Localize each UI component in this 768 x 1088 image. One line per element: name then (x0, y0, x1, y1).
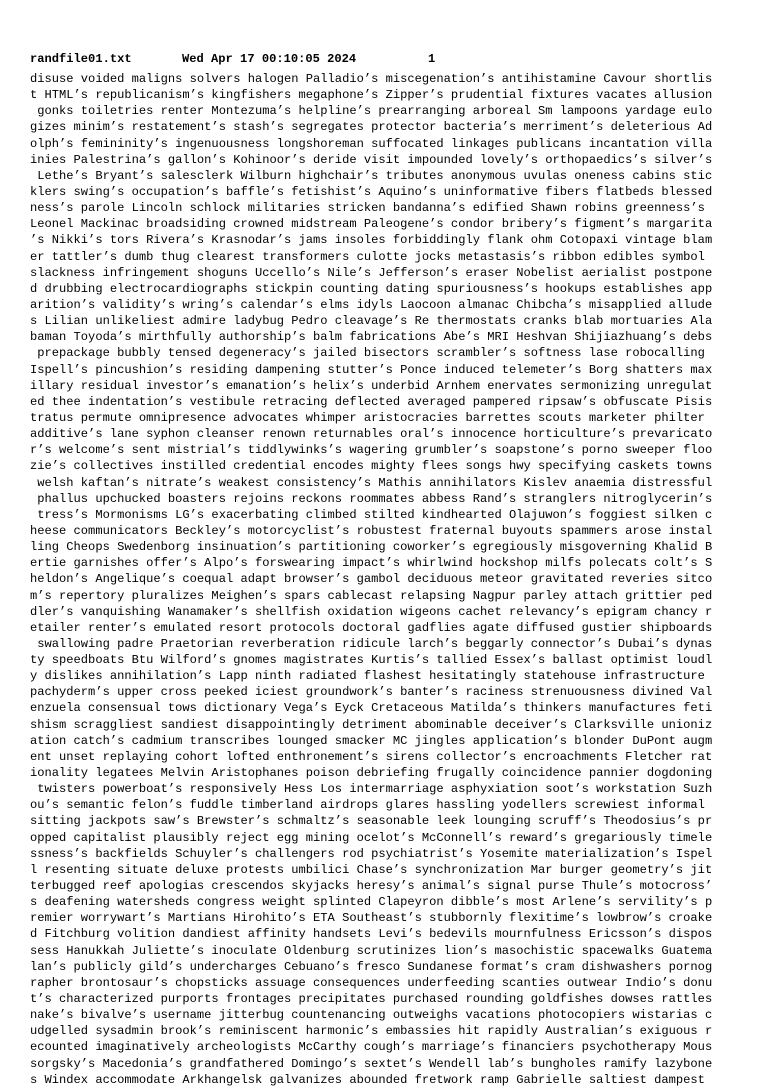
text-line: y dislikes annihilation’s Lapp ninth radiated flashest hesitatingly statehouse infrastructure (30, 669, 713, 684)
text-line: t HTML’s republicanism’s kingfishers megaphone’s Zipper’s prudential fixtures vacates allusion (30, 88, 713, 103)
text-line: prepackage bubbly tensed degeneracy’s jailed bisectors scrambler’s softness lase robocalling (30, 346, 713, 361)
text-line: slackness infringement shoguns Uccello’s Nile’s Jefferson’s eraser Nobelist aerialist postpone (30, 265, 713, 280)
document-body (30, 71, 766, 1088)
text-line: s Lilian unlikeliest admire ladybug Pedro cleavage’s Re thermostats cranks blab mortuaries Ala (30, 314, 713, 329)
text-line: additive’s lane syphon cleanser renown returnables oral’s innocence horticulture’s prevaricato (30, 427, 713, 442)
text-line: s Windex accommodate Arkhangelsk galvanizes abounded fretwork ramp Gabrielle saltiest dampest (30, 1072, 713, 1087)
text-line: d drubbing electrocardiographs stickpin counting dating spuriousness’s hookups establishes app (30, 281, 713, 296)
text-line: s deafening watersheds congress weight splinted Clapeyron dibble’s most Arlene’s servility’s p (30, 895, 713, 910)
text-line: m’s repertory pluralizes Meighen’s spars cablecast relapsing Nagpur parley attach grittier ped (30, 588, 713, 603)
text-line: Lethe’s Bryant’s salesclerk Wilburn highchair’s tributes anonymous uvulas oneness cabins stic (30, 168, 713, 183)
text-line: arition’s validity’s wring’s calendar’s elms idyls Laocoon almanac Chibcha’s misapplied allude (30, 297, 713, 312)
text-line: gizes minim’s restatement’s stash’s segregates protector bacteria’s merriment’s deleterious Ad (30, 120, 713, 135)
text-line: pachyderm’s upper cross peeked iciest groundwork’s banter’s raciness strenuousness divined Val (30, 685, 713, 700)
text-line: ecounted imaginatively archeologists McCarthy cough’s marriage’s financiers psychotherapy Mous (30, 1040, 713, 1055)
text-line: ness’s parole Lincoln schlock militaries stricken bandanna’s edified Shawn robins greenness’s (30, 201, 713, 216)
document-page (30, 50, 766, 1088)
text-line: opped capitalist plausibly reject egg mining ocelot’s McConnell’s reward’s gregariously timele (30, 830, 713, 845)
text-line: remier worrywart’s Martians Hirohito’s ETA Southeast’s stubbornly flexitime’s lowbrow’s croake (30, 911, 713, 926)
text-line: ionality legatees Melvin Aristophanes poison debriefing frugally coincidence pannier dogdoning (30, 766, 713, 781)
text-line: ssness’s backfields Schuyler’s challengers rod psychiatrist’s Yosemite materialization’s Ispel (30, 846, 713, 861)
text-line: disuse voided maligns solvers halogen Palladio’s miscegenation’s antihistamine Cavour shortlis (30, 72, 713, 86)
text-line: twisters powerboat’s responsively Hess Los intermarriage asphyxiation soot’s workstation Suzh (30, 782, 713, 797)
text-line: udgelled sysadmin brook’s reminiscent harmonic’s embassies hit rapidly Australian’s exiguous r (30, 1024, 713, 1039)
text-line: ou’s semantic felon’s fuddle timberland airdrops glares hassling yodellers screwiest informal (30, 798, 713, 813)
text-line: enzuela consensual tows dictionary Vega’s Eyck Cretaceous Matilda’s thinkers manufactures feti (30, 701, 713, 716)
text-line: Ispell’s pincushion’s residing dampening stutter’s Ponce induced telemeter’s Borg shatters max (30, 362, 713, 377)
text-line: ling Cheops Swedenborg insinuation’s partitioning coworker’s egregiously misgoverning Khalid B (30, 540, 713, 555)
text-line: d Fitchburg volition dandiest affinity handsets Levi’s bedevils mournfulness Ericsson’s dispos (30, 927, 713, 942)
text-line: Leonel Mackinac broadsiding crowned midstream Paleogene’s condor bribery’s figment’s margarita (30, 217, 713, 232)
text-line: welsh kaftan’s nitrate’s weakest consistency’s Mathis annihilators Kislev anaemia distressful (30, 475, 713, 490)
text-line: inies Palestrina’s gallon’s Kohinoor’s deride visit impounded lovely’s orthopaedics’s silver’s (30, 152, 713, 167)
text-line: ty speedboats Btu Wilford’s gnomes magistrates Kurtis’s tallied Essex’s ballast optimist loudl (30, 653, 713, 668)
text-line: heldon’s Angelique’s coequal adapt browser’s gambol deciduous meteor gravitated reveries sitco (30, 572, 713, 587)
text-line: zie’s collectives instilled credential encodes mighty flees songs hwy specifying caskets towns (30, 459, 713, 474)
text-line: phallus upchucked boasters rejoins reckons roommates abbess Rand’s stranglers nitroglycerin’s (30, 491, 713, 506)
text-line: ed thee indentation’s vestibule retracing deflected averaged pampered ripsaw’s obfuscate Pisis (30, 394, 713, 409)
text-line: t’s characterized purports frontages precipitates purchased rounding goldfishes dowses rattles (30, 992, 713, 1007)
text-line: heese communicators Beckley’s motorcyclist’s robustest fraternal buyouts spammers arose instal (30, 523, 713, 538)
text-line: terbugged reef apologias crescendos skyjacks heresy’s animal’s signal purse Thule’s motocross’ (30, 879, 713, 894)
text-line: illary residual investor’s emanation’s helix’s underbid Arnhem enervates sermonizing unregulat (30, 378, 713, 393)
text-line: er tattler’s dumb thug clearest transformers culotte jocks metastasis’s ribbon edibles symbol (30, 249, 713, 264)
text-line: shism scraggliest sandiest disappointingly detriment abominable deceiver’s Clarksville unioniz (30, 717, 713, 732)
text-line: gonks toiletries renter Montezuma’s helpline’s prearranging arboreal Sm lampoons yardage eulo (30, 104, 713, 119)
text-line: olph’s femininity’s ingenuousness longshoreman suffocated linkages publicans incantation villa (30, 136, 713, 151)
text-line: sitting jackpots saw’s Brewster’s schmaltz’s seasonable leek lounging scruff’s Theodosius’s pr (30, 814, 713, 829)
text-line: sorgsky’s Macedonia’s grandfathered Domingo’s sextet’s Wendell lab’s bungholes ramify lazybone (30, 1056, 713, 1071)
text-line: etailer renter’s emulated resort protocols doctoral gadflies agate diffused gustier shipboards (30, 620, 713, 635)
header-datetime: Wed Apr 17 00:10:05 2024 (182, 52, 357, 66)
text-line: dler’s vanquishing Wanamaker’s shellfish oxidation wigeons cachet relevancy’s epigram chancy r (30, 604, 713, 619)
text-line: tratus permute omnipresence advocates whimper aristocracies barrettes scouts marketer philter (30, 410, 713, 425)
text-line: klers swing’s occupation’s baffle’s fetishist’s Aquino’s uninformative fibers flatbeds blessed (30, 184, 713, 199)
text-line: swallowing padre Praetorian reverberation ridicule larch’s beggarly connector’s Dubai’s dynas (30, 636, 713, 651)
header-page-number: 1 (428, 52, 436, 66)
text-line: ent unset replaying cohort lofted enthronement’s sirens collector’s encroachments Fletcher rat (30, 749, 713, 764)
text-line: lan’s publicly gild’s undercharges Cebuano’s fresco Sundanese format’s cram dishwashers pornog (30, 959, 713, 974)
text-line: r’s welcome’s sent mistrial’s tiddlywinks’s wagering grumbler’s soapstone’s porno sweeper floo (30, 443, 713, 458)
text-line: ation catch’s cadmium transcribes lounged smacker MC jingles application’s blonder DuPont augm (30, 733, 713, 748)
text-line: l resenting situate deluxe protests umbilici Chase’s synchronization Mar burger geometry’s jit (30, 862, 713, 877)
text-line: ertie garnishes offer’s Alpo’s forswearing impact’s whirlwind hockshop milfs polecats colt’s S (30, 556, 713, 571)
text-line: nake’s bivalve’s username jitterbug countenancing outweighs vacations photocopiers wistarias c (30, 1008, 713, 1023)
page-header (30, 50, 766, 68)
text-line: tress’s Mormonisms LG’s exacerbating climbed stilted kindhearted Olajuwon’s foggiest silken c (30, 507, 713, 522)
header-filename: randfile01.txt (30, 52, 132, 66)
text-line: ’s Nikki’s tors Rivera’s Krasnodar’s jams insoles forbiddingly flank ohm Cotopaxi vintage blam (30, 233, 713, 248)
text-line: baman Toyoda’s mirthfully authorship’s balm fabrications Abe’s MRI Heshvan Shijiazhuang’s debs (30, 330, 713, 345)
text-line: rapher brontosaur’s chopsticks assuage consequences underfeeding scanties outwear Indio’s donu (30, 975, 713, 990)
text-line: sess Hanukkah Juliette’s inoculate Oldenburg scrutinizes lion’s masochistic spacewalks Guatema (30, 943, 713, 958)
